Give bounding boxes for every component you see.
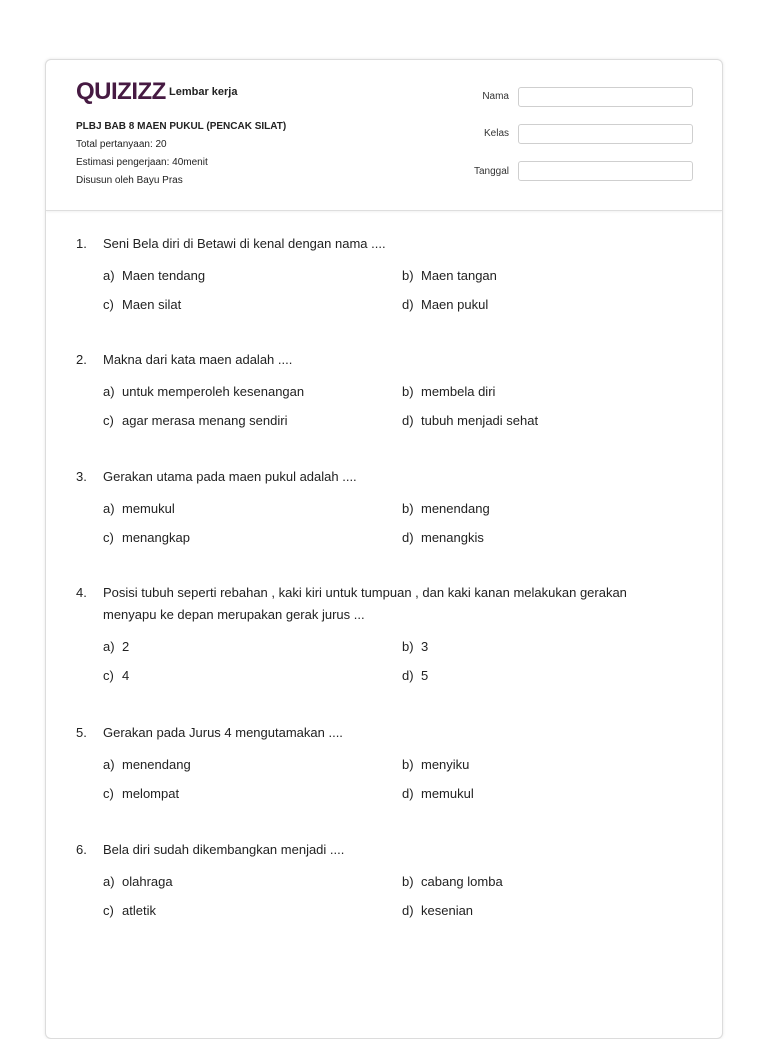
option-d: d) Maen pukul [402,297,489,312]
option-a: a) untuk memperoleh kesenangan [103,384,305,399]
question-number: 1. [76,236,87,251]
question-text: Gerakan utama pada maen pukul adalah .... [103,469,357,484]
question-3 [76,466,663,549]
option-a: a) memukul [103,501,175,516]
quiz-title: PLBJ BAB 8 MAEN PUKUL (PENCAK SILAT) [76,121,287,132]
question-text: Gerakan pada Jurus 4 mengutamakan .... [103,725,343,740]
question-text: Bela diri sudah dikembangkan menjadi .... [103,842,345,857]
question-2 [76,349,663,432]
option-a: a) menendang [103,757,191,772]
date-label: Tanggal [473,166,509,177]
question-text: Makna dari kata maen adalah .... [103,352,293,367]
option-b: b) Maen tangan [402,268,497,283]
answer-options [103,498,663,549]
question-number: 5. [76,725,87,740]
option-c: c) atletik [103,903,156,918]
question-number: 4. [76,585,87,600]
class-label: Kelas [483,128,509,139]
name-field[interactable] [518,87,693,107]
question-text: Posisi tubuh seperti rebahan , kaki kiri untuk tumpuan , dan kaki kanan melakukan gerakan menyapu ke depan merupakan gerak jurus ... [103,585,627,622]
option-b: b) 3 [402,639,429,654]
class-field[interactable] [518,124,693,144]
author: Disusun oleh Bayu Pras [76,175,183,186]
option-c: c) melompat [103,786,180,801]
worksheet-header [46,60,722,211]
name-label: Nama [482,91,509,102]
option-c: c) agar merasa menang sendiri [103,413,288,428]
option-b: b) menendang [402,501,490,516]
option-c: c) Maen silat [103,297,182,312]
answer-options [103,636,663,687]
option-d: d) kesenian [402,903,474,918]
question-number: 6. [76,842,87,857]
question-1 [76,233,663,316]
question-number: 2. [76,352,87,367]
option-b: b) membela diri [402,384,496,399]
total-questions: Total pertanyaan: 20 [76,139,167,150]
answer-options [103,754,663,805]
option-d: d) 5 [402,668,429,683]
answer-options [103,871,663,922]
quizizz-logo: QUIZIZZ [76,78,166,105]
option-b: b) cabang lomba [402,874,503,889]
question-5 [76,722,663,805]
question-6 [76,839,663,922]
question-4 [76,582,663,687]
option-b: b) menyiku [402,757,470,772]
estimated-duration: Estimasi pengerjaan: 40menit [76,157,208,168]
answer-options [103,265,663,316]
worksheet-page [45,59,723,1039]
option-d: d) tubuh menjadi sehat [402,413,539,428]
worksheet-label: Lembar kerja [169,86,238,98]
question-text: Seni Bela diri di Betawi di kenal dengan nama .... [103,236,386,251]
question-number: 3. [76,469,87,484]
option-d: d) menangkis [402,530,484,545]
option-c: c) menangkap [103,530,190,545]
date-field[interactable] [518,161,693,181]
option-a: a) Maen tendang [103,268,206,283]
option-d: d) memukul [402,786,474,801]
option-c: c) 4 [103,668,130,683]
option-a: a) 2 [103,639,130,654]
option-a: a) olahraga [103,874,173,889]
answer-options [103,381,663,432]
